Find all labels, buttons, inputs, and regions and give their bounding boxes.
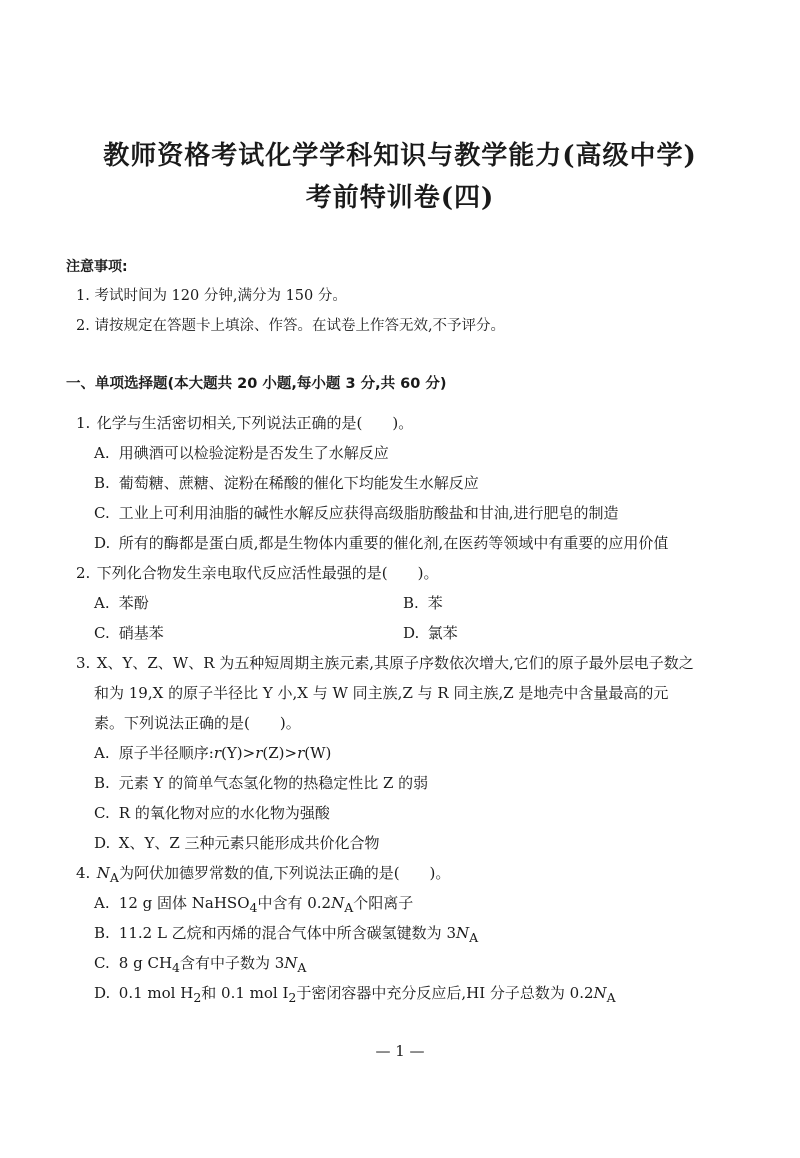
notice-text: 考试时间为 120 分钟,满分为 150 分。 xyxy=(94,288,347,304)
question-4-option-c xyxy=(94,953,306,978)
page-title-line2: 考前特训卷(四) xyxy=(305,183,495,213)
option-text xyxy=(118,984,616,1005)
text-part: 个阳离子 xyxy=(353,894,414,912)
notice-item-1 xyxy=(76,284,347,305)
notice-heading: 注意事项: xyxy=(66,259,128,275)
option-text: 苯 xyxy=(427,594,443,612)
text-part: 8 g CH xyxy=(118,954,173,972)
option-label: B. xyxy=(94,924,110,942)
question-1-stem xyxy=(76,413,413,433)
option-text: 元素 Y 的简单气态氢化物的热稳定性比 Z 的弱 xyxy=(118,774,429,792)
option-label: B. xyxy=(94,774,110,792)
option-label: D. xyxy=(94,834,111,852)
option-prefix: 原子半径顺序: xyxy=(118,744,214,762)
question-3-option-d xyxy=(94,833,380,853)
element-y: (Y)> xyxy=(221,744,256,762)
question-3-stem-line2: 和为 19,X 的原子半径比 Y 小,X 与 W 同主族,Z 与 R 同主族,Z 是地壳中含量最高的元 xyxy=(94,684,669,702)
question-1-option-a xyxy=(94,443,389,463)
page-number: — 1 — xyxy=(375,1042,425,1060)
option-label: C. xyxy=(94,624,110,642)
avogadro-symbol: N xyxy=(593,984,607,1002)
option-label: A. xyxy=(94,444,110,462)
question-4-option-a xyxy=(94,893,413,918)
option-text: 葡萄糖、蔗糖、淀粉在稀酸的催化下均能发生水解反应 xyxy=(118,474,479,492)
option-label: A. xyxy=(94,744,110,762)
section-heading: 一、单项选择题(本大题共 20 小题,每小题 3 分,共 60 分) xyxy=(66,376,447,392)
option-label: C. xyxy=(94,954,110,972)
question-text: X、Y、Z、W、R 为五种短周期主族元素,其原子序数依次增大,它们的原子最外层电子数之 xyxy=(96,654,694,672)
subscript: 4 xyxy=(249,900,258,915)
option-label: C. xyxy=(94,804,110,822)
text-part: 含有中子数为 3 xyxy=(179,954,285,972)
avogadro-symbol: N xyxy=(456,924,470,942)
option-label: B. xyxy=(403,594,419,612)
avogadro-subscript: A xyxy=(606,990,616,1005)
avogadro-symbol: N xyxy=(331,894,345,912)
option-text: R 的氧化物对应的水化物为强酸 xyxy=(118,804,330,822)
option-label: D. xyxy=(94,984,111,1002)
question-1-option-c xyxy=(94,503,619,523)
notice-num: 2. xyxy=(76,318,90,334)
page-title-line1: 教师资格考试化学学科知识与教学能力(高级中学) xyxy=(103,141,697,171)
question-number: 3. xyxy=(76,654,91,672)
text-part: 12 g 固体 NaHSO xyxy=(118,894,250,912)
option-text: X、Y、Z 三种元素只能形成共价化合物 xyxy=(118,834,380,852)
question-text xyxy=(96,864,451,885)
question-2-option-c xyxy=(94,623,164,643)
option-text: 氯苯 xyxy=(427,624,458,642)
option-text: 工业上可利用油脂的碱性水解反应获得高级脂肪酸盐和甘油,进行肥皂的制造 xyxy=(118,504,619,522)
element-w: (W) xyxy=(304,744,332,762)
notice-text: 请按规定在答题卡上填涂、作答。在试卷上作答无效,不予评分。 xyxy=(94,318,506,334)
question-number: 1. xyxy=(76,414,91,432)
option-label: D. xyxy=(403,624,420,642)
question-2-option-b xyxy=(403,593,443,613)
text-part: 11.2 L 乙烷和丙烯的混合气体中所含碳氢键数为 3 xyxy=(118,924,456,942)
option-label: B. xyxy=(94,474,110,492)
option-text xyxy=(118,894,414,915)
radius-symbol: r xyxy=(213,744,222,762)
subscript: 2 xyxy=(193,990,202,1005)
option-text: 硝基苯 xyxy=(118,624,164,642)
question-number: 4. xyxy=(76,864,91,882)
question-number: 2. xyxy=(76,564,91,582)
option-text xyxy=(118,954,307,975)
option-label: A. xyxy=(94,594,110,612)
subscript: 2 xyxy=(288,990,297,1005)
question-3-option-b xyxy=(94,773,428,793)
avogadro-symbol: N xyxy=(284,954,298,972)
question-2-option-a xyxy=(94,593,149,613)
radius-symbol: r xyxy=(297,744,305,762)
text-part: 0.1 mol H xyxy=(118,984,194,1002)
question-1-option-d xyxy=(94,533,668,553)
text-part: 中含有 0.2 xyxy=(257,894,332,912)
option-label: A. xyxy=(94,894,110,912)
notice-item-2 xyxy=(76,314,505,335)
question-3-stem-line3: 素。下列说法正确的是( )。 xyxy=(94,714,301,732)
question-4-stem xyxy=(76,863,450,888)
stem-rest: 为阿伏加德罗常数的值,下列说法正确的是( )。 xyxy=(118,864,451,882)
option-text: 苯酚 xyxy=(118,594,149,612)
element-z: (Z)> xyxy=(262,744,298,762)
option-label: C. xyxy=(94,504,110,522)
notice-num: 1. xyxy=(76,288,90,304)
question-4-option-b xyxy=(94,923,478,948)
avogadro-subscript: A xyxy=(469,930,479,945)
question-1-option-b xyxy=(94,473,479,493)
question-4-option-d xyxy=(94,983,616,1008)
option-text xyxy=(118,924,479,945)
option-text: 用碘酒可以检验淀粉是否发生了水解反应 xyxy=(118,444,389,462)
question-text: 化学与生活密切相关,下列说法正确的是( )。 xyxy=(96,414,414,432)
question-2-option-d xyxy=(403,623,458,643)
question-3-option-c xyxy=(94,803,330,823)
option-text xyxy=(119,744,332,762)
question-3-option-a xyxy=(94,743,331,763)
subscript: 4 xyxy=(172,960,180,975)
question-3-stem-line1 xyxy=(76,653,694,673)
avogadro-subscript: A xyxy=(297,960,307,975)
text-part: 和 0.1 mol I xyxy=(201,984,289,1002)
avogadro-subscript: A xyxy=(109,870,119,885)
option-text: 所有的酶都是蛋白质,都是生物体内重要的催化剂,在医药等领域中有重要的应用价值 xyxy=(118,534,669,552)
option-label: D. xyxy=(94,534,111,552)
avogadro-subscript: A xyxy=(344,900,354,915)
radius-symbol: r xyxy=(255,744,263,762)
question-text: 下列化合物发生亲电取代反应活性最强的是( )。 xyxy=(96,564,439,582)
text-part: 于密闭容器中充分反应后,HI 分子总数为 0.2 xyxy=(296,984,594,1002)
question-2-stem xyxy=(76,563,439,583)
avogadro-symbol: N xyxy=(96,864,110,882)
